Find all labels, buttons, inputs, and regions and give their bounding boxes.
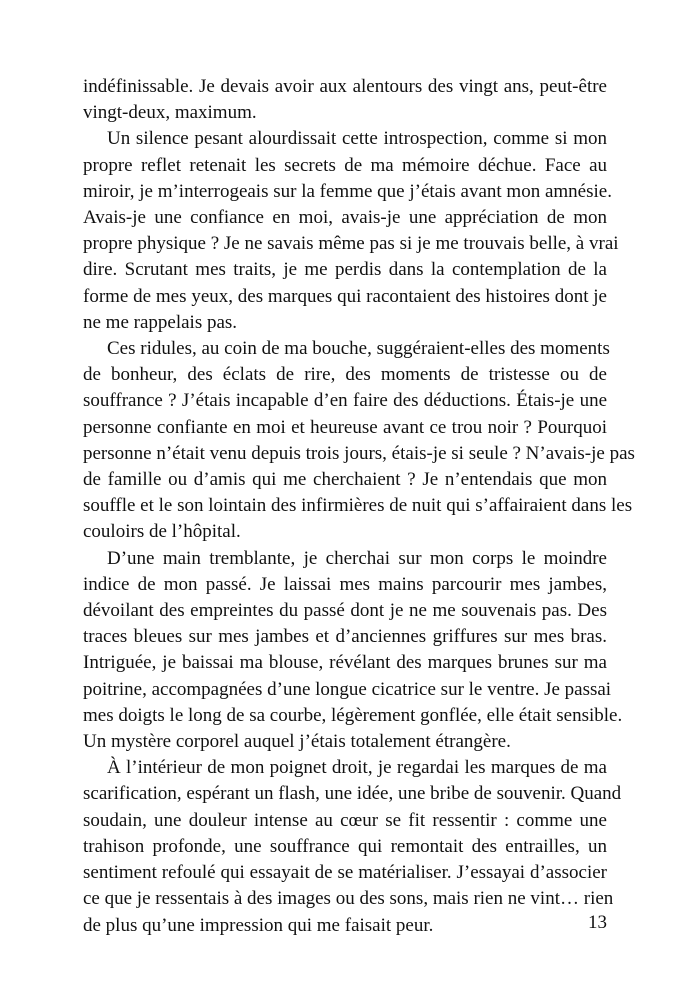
text-line: soudain, une douleur intense au cœur se fit ressentir : comme une bbox=[83, 809, 607, 831]
text-line: de plus qu’une impression qui me faisait peur. bbox=[83, 914, 434, 936]
text-line: ce que je ressentais à des images ou des sons, mais rien ne vint… rien bbox=[83, 888, 614, 910]
text-line: couloirs de l’hôpital. bbox=[83, 521, 241, 543]
text-line: poitrine, accompagnées d’une longue cicatrice sur le ventre. Je passai bbox=[83, 678, 612, 700]
text-line: trahison profonde, une souffrance qui remontait des entrailles, un bbox=[83, 835, 607, 857]
text-line: de famille ou d’amis qui me cherchaient ? Je n’entendais que mon bbox=[83, 469, 607, 491]
paragraph bbox=[83, 546, 623, 756]
text-line: de bonheur, des éclats de rire, des moments de tristesse ou de bbox=[83, 364, 607, 386]
text-line: sentiment refoulé qui essayait de se matérialiser. J’essayai d’associer bbox=[83, 862, 607, 884]
text-line: personne n’était venu depuis trois jours, étais-je si seule ? N’avais-je pas bbox=[83, 442, 635, 464]
text-line: traces bleues sur mes jambes et d’anciennes griffures sur mes bras. bbox=[83, 626, 607, 648]
text-line: ne me rappelais pas. bbox=[83, 311, 238, 333]
paragraph bbox=[83, 74, 607, 126]
text-line: Un mystère corporel auquel j’étais totalement étrangère. bbox=[83, 731, 511, 753]
text-line: indéfinissable. Je devais avoir aux alentours des vingt ans, peut-être bbox=[83, 76, 607, 97]
text-line: Un silence pesant alourdissait cette introspection, comme si mon bbox=[107, 128, 607, 150]
text-line: souffrance ? J’étais incapable d’en faire des déductions. Étais-je une bbox=[83, 390, 607, 412]
text-line: scarification, espérant un flash, une idée, une bribe de souvenir. Quand bbox=[83, 783, 622, 805]
text-line: miroir, je m’interrogeais sur la femme que j’étais avant mon amnésie. bbox=[83, 180, 612, 202]
paragraph bbox=[83, 126, 619, 336]
text-line: vingt-deux, maximum. bbox=[83, 102, 257, 124]
body-text bbox=[83, 74, 635, 939]
text-line: propre reflet retenait les secrets de ma mémoire déchue. Face au bbox=[83, 154, 607, 176]
text-line: forme de mes yeux, des marques qui racontaient des histoires dont je bbox=[83, 285, 607, 307]
text-line: D’une main tremblante, je cherchai sur mon corps le moindre bbox=[107, 547, 607, 569]
text-line: souffle et le son lointain des infirmières de nuit qui s’affairaient dans les bbox=[83, 495, 633, 517]
paragraph bbox=[83, 755, 622, 938]
text-line: dire. Scrutant mes traits, je me perdis dans la contemplation de la bbox=[83, 259, 607, 281]
text-line: Intriguée, je baissai ma blouse, révélant des marques brunes sur ma bbox=[83, 652, 607, 674]
text-line: dévoilant des empreintes du passé dont je ne me souvenais pas. Des bbox=[83, 600, 607, 622]
text-line: indice de mon passé. Je laissai mes mains parcourir mes jambes, bbox=[83, 573, 607, 595]
text-line: mes doigts le long de sa courbe, légèrement gonflée, elle était sensible. bbox=[83, 704, 623, 726]
text-line: personne confiante en moi et heureuse avant ce trou noir ? Pourquoi bbox=[83, 416, 607, 438]
text-line: propre physique ? Je ne savais même pas si je me trouvais belle, à vrai bbox=[83, 233, 619, 255]
text-line: Ces ridules, au coin de ma bouche, suggéraient-elles des moments bbox=[107, 338, 610, 360]
text-line: Avais-je une confiance en moi, avais-je une appréciation de mon bbox=[83, 207, 607, 229]
page-number: 13 bbox=[588, 912, 607, 933]
paragraph bbox=[83, 336, 635, 546]
text-line: À l’intérieur de mon poignet droit, je regardai les marques de ma bbox=[107, 757, 607, 779]
